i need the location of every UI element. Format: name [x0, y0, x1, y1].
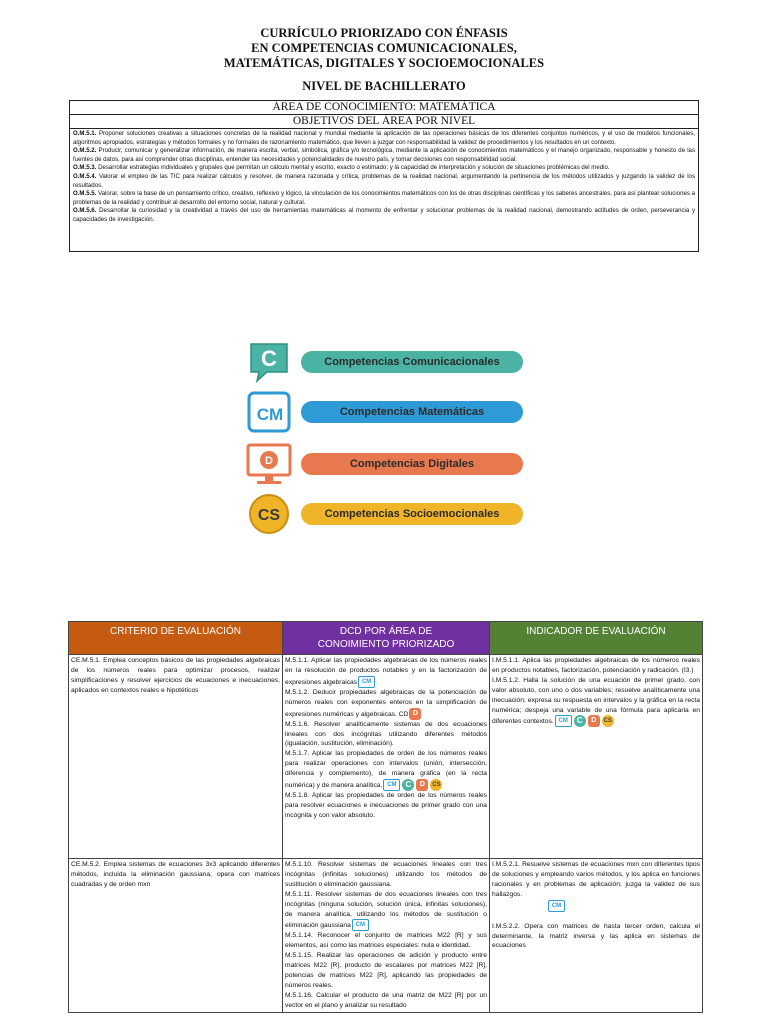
competency-label: Competencias Comunicacionales [324, 356, 500, 368]
competency-digital [245, 440, 525, 490]
cm-icon: CM [352, 919, 369, 931]
svg-text:D: D [265, 455, 273, 467]
dcd-cell: M.5.1.10. Resolver sistemas de ecuaciones lineales con tres incógnitas (infinitas soluciones) utilizando los métodos de sustitución o eliminación gaussiana. M.5.1.11. Resolver sistemas de dos ecuaciones lineales con tres incógnitas (ninguna solución, solución única, infinitas soluciones), de manera analítica, utilizando los métodos de sustitución o eliminación gaussiana CM M.5.1.14. Reconocer el conjunto de matrices M22 [R] y sus elementos, así como las matrices especiales: nula e identidad. M.5.1.15. Realizar las operaciones de adición y producto entre matrices M22 [R], producto de escalares por matrices M22 [R], potencias de matrices M22 [R], aplicando las propiedades de números reales. M.5.1.16. Calcular el producto de una matriz de M22 [R] por un vector en el plano y analizar su resultado [283, 859, 490, 1013]
evaluation-table [68, 621, 703, 1013]
competency-mathematical [245, 388, 525, 438]
objectives-body [70, 129, 698, 251]
title-line-1: CURRÍCULO PRIORIZADO CON ÉNFASIS [260, 26, 508, 40]
cm-icon: CM [555, 715, 572, 727]
objectives-table [69, 100, 699, 252]
document-title [0, 26, 768, 94]
competency-socioemotional [245, 490, 525, 540]
cs-icon [245, 490, 293, 538]
dcd-cell: M.5.1.1. Aplicar las propiedades algebraicas de los números reales en la resolución de productos notables y en la factorización de expresiones algebraicas CM M.5.1.2. Deducir propiedades algebraicas de la potenciación de números reales con exponentes enteros en la simplificación de expresiones numéricas y algebraicas. CD D M.5.1.6. Resolver analíticamente sistemas de dos ecuaciones lineales con dos incógnitas utilizando diferentes métodos (igualación, sustitución, eliminación). M.5.1.7. Aplicar las propiedades de orden de los números reales para realizar operaciones con intervalos (unión, intersección, diferencia y complemento), de manera gráfica (en la recta numérica) y de manera analítica. CM C D CS M.5.1.8. Aplicar las propiedades de orden de los números reales para resolver ecuaciones e inecuaciones de primer grado con una incógnita y con valor absoluto. [283, 655, 490, 859]
title-line-3: MATEMÁTICAS, DIGITALES Y SOCIOEMOCIONALES [223, 56, 545, 70]
title-line-2: EN COMPETENCIAS COMUNICACIONALES, [251, 41, 517, 55]
indicador-cell: I.M.5.2.1. Resuelve sistemas de ecuaciones mxn con diferentes tipos de soluciones y empleando varios métodos, y los aplica en funciones racionales y en problemas de aplicación; juzga la validez de sus hallazgos. CM I.M.5.2.2. Opera con matrices de hasta tercer orden, calcula el determinante, la matriz inversa y las aplica en sistemas de ecuaciones [490, 859, 703, 1013]
cm-icon: CM [383, 779, 400, 791]
area-heading: ÁREA DE CONOCIMIENTO: MATEMÁTICA [70, 101, 698, 115]
competency-label: Competencias Socioemocionales [324, 508, 500, 520]
table-row [69, 655, 703, 859]
speech-c-icon: C [402, 779, 414, 791]
header-criterio: CRITERIO DE EVALUACIÓN [69, 622, 283, 655]
indicador-cell: I.M.5.1.1. Aplica las propiedades algebraicas de los números reales en productos notables, factorización, potenciación y radicación. (I3.) I.M.5.1.2. Halla la solución de una ecuación de primer grado, con valor absoluto, con uno o dos variables; resuelve analíticamente una inecuación; expresa su respuesta en intervalos y la gráfica en la recta numérica; despeja una variable de una fórmula para aplicarla en diferentes contextos. CM C D CS [490, 655, 703, 859]
cm-icon [245, 388, 293, 436]
header-indicador: INDICADOR DE EVALUACIÓN [490, 622, 703, 655]
objectives-heading: OBJETIVOS DEL ÁREA POR NIVEL [70, 115, 698, 129]
objective-item: O.M.5.3. Desarrollar estrategias individuales y grupales que permitan un cálculo mental y escrito, exacto o estimado; y la capacidad de interpretación y solución de situaciones problémicas del medio. [73, 164, 610, 172]
monitor-d-icon: D [588, 715, 600, 727]
level-title: NIVEL DE BACHILLERATO [302, 79, 466, 93]
svg-text:CM: CM [256, 405, 284, 424]
objective-item: O.M.5.6. Desarrollar la curiosidad y la creatividad a través del uso de herramientas matemáticas al momento de enfrentar y solucionar problemas de la realidad nacional, demostrando actitudes de orden, perseverancia y capacidades de investigación. [73, 207, 695, 223]
cm-icon: CM [548, 900, 565, 912]
header-dcd: DCD POR ÁREA DE CONOIMIENTO PRIORIZADO [283, 622, 490, 655]
objective-item: O.M.5.5. Valorar, sobre la base de un pensamiento crítico, creativo, reflexivo y lógico, la vinculación de los conocimientos matemáticos con los de otras disciplinas científicas y los saberes ancestrales, para así plantear soluciones a problemas de la realidad y contribuir al desarrollo del entorno social, natural y cultural. [73, 190, 695, 206]
competency-pill [301, 453, 523, 475]
competency-pill [301, 401, 523, 423]
monitor-d-icon: D [409, 708, 421, 720]
speech-c-icon [245, 338, 293, 386]
table-row [69, 859, 703, 1013]
monitor-d-icon [245, 440, 293, 488]
cs-icon: CS [602, 715, 614, 727]
competency-label: Competencias Matemáticas [339, 406, 485, 418]
monitor-d-icon: D [416, 779, 428, 791]
cs-icon: CS [430, 779, 442, 791]
cm-icon: CM [358, 676, 375, 688]
svg-text:C: C [261, 346, 277, 371]
competency-communicational [245, 338, 525, 388]
competencies-legend [245, 338, 525, 538]
objective-item: O.M.5.2. Producir, comunicar y generalizar información, de manera escrita, verbal, simbólica, gráfica y/o tecnológica, mediante la aplicación de conocimientos matemáticos y el manejo organizado, responsable y honesto de las fuentes de datos, para así comprender otras disciplinas, entender las necesidades y potencialidades de nuestro país, y tomar decisiones con responsabilidad social. [73, 147, 695, 163]
speech-c-icon: C [574, 715, 586, 727]
svg-text:CS: CS [257, 507, 281, 524]
competency-label: Competencias Digitales [349, 458, 475, 470]
competency-pill [301, 351, 523, 373]
criterio-cell: CE.M.5.1. Emplea conceptos básicos de las propiedades algebraicas de los números reales para optimizar procesos, realizar simplificaciones y resolver ejercicios de ecuaciones e inecuaciones, aplicados en contextos reales e hipotéticos [69, 655, 283, 859]
objective-item: O.M.5.1. Proponer soluciones creativas a situaciones concretas de la realidad nacional y mundial mediante la aplicación de las operaciones básicas de los diferentes conjuntos numéricos, y el uso de modelos funcionales, algoritmos apropiados, estrategias y métodos formales y no formales de razonamiento matemático, que lleven a juzgar con responsabilidad la validez de procedimientos y los resultados en un contexto. [73, 130, 695, 146]
criterio-cell: CE.M.5.2. Emplea sistemas de ecuaciones 3x3 aplicando diferentes métodos, incluida la eliminación gaussiana; opera con matrices cuadradas y de orden mxn [69, 859, 283, 1013]
objective-item: O.M.5.4. Valorar el empleo de las TIC para realizar cálculos y resolver, de manera razonada y crítica, problemas de la realidad nacional, argumentando la pertinencia de los métodos utilizados y juzgando la validez de los resultados. [73, 172, 695, 189]
competency-pill [301, 503, 523, 525]
